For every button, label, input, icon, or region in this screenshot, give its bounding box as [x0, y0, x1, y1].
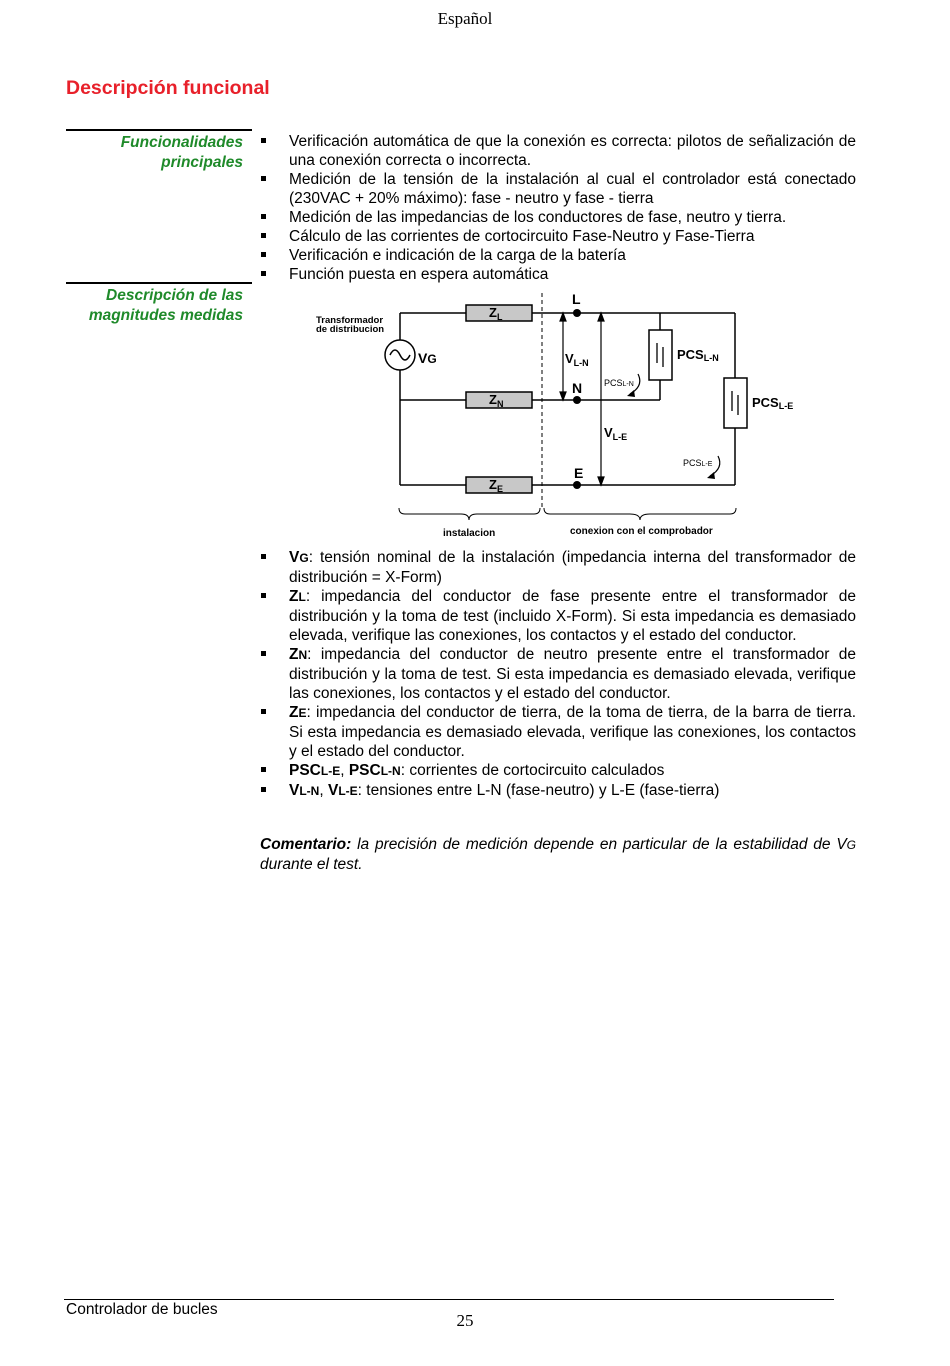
diagram-label-transformer-2: de distribucion	[316, 324, 385, 335]
symbol-v-ln: V	[289, 782, 300, 799]
symbol-psc-le: PSC	[289, 762, 321, 779]
magnitudes-list	[260, 548, 856, 801]
magnitude-psc-text: : corrientes de cortocircuito calculados	[400, 762, 665, 779]
symbol-separator: ,	[319, 782, 328, 799]
side-label-functions	[66, 129, 252, 173]
functions-list	[260, 132, 856, 284]
diagram-label-vg-sub: G	[427, 352, 437, 366]
list-item	[260, 587, 856, 645]
symbol-ze-sub: E	[298, 706, 307, 720]
magnitude-ze-text: : impedancia del conductor de tierra, de la toma de tierra, de la barra de tierra. Si esta impedancia es demasiado elevada, verifique las conexiones, los contactos y el estado del conductor.	[289, 704, 856, 760]
diagram-node-l: L	[572, 291, 581, 307]
side-label-functions-line2: principales	[161, 154, 243, 171]
symbol-v-le-sub: L-E	[338, 784, 358, 798]
svg-text:VG	[418, 350, 437, 366]
list-item: Verificación e indicación de la carga de la batería	[260, 246, 856, 265]
diagram-label-zn-sub: N	[496, 399, 504, 409]
list-item	[260, 761, 856, 781]
symbol-zl: Z	[289, 588, 299, 605]
comment-text: la precisión de medición depende en particular de la estabilidad de	[351, 836, 837, 853]
list-item	[260, 703, 856, 761]
svg-text:PCSL-E	[683, 458, 713, 468]
diagram-label-zn: Z	[489, 392, 497, 407]
comment-label: Comentario:	[260, 836, 352, 853]
svg-text:VL-N	[565, 351, 589, 368]
symbol-vg-sub: G	[299, 551, 309, 565]
diagram-label-pcs-ln: PCS	[677, 347, 704, 362]
diagram-label-pcs-ln-sub: L-N	[703, 353, 719, 363]
diagram-label-zl-sub: L	[496, 312, 503, 322]
comment-paragraph	[260, 835, 856, 874]
side-label-magnitudes-line2: magnitudes medidas	[88, 307, 243, 324]
symbol-zl-sub: L	[298, 590, 306, 604]
diagram-label-zl: Z	[489, 305, 497, 320]
side-label-functions-line1: Funcionalidades	[120, 134, 243, 151]
list-item: Medición de la tensión de la instalación al cual el controlador está conectado (230VAC + 20% máximo): fase - neutro y fase - tierra	[260, 170, 856, 208]
diagram-label-vle: V	[604, 425, 613, 440]
comment-symbol: V	[836, 836, 847, 853]
side-label-magnitudes	[66, 282, 252, 326]
comment-symbol-sub: G	[846, 838, 856, 852]
list-item	[260, 548, 856, 587]
magnitude-v-text: : tensiones entre L-N (fase-neutro) y L-E (fase-tierra)	[357, 782, 720, 799]
symbol-psc-ln-sub: L-N	[380, 764, 401, 778]
symbol-v-ln-sub: L-N	[299, 784, 320, 798]
diagram-label-pcs-le-sub: L-E	[778, 401, 794, 411]
magnitude-zl-text: : impedancia del conductor de fase presente entre el transformador de distribución y la toma de test (incluido X-Form). Si esta impedancia es demasiado elevada, verifique las conexiones, los contactos y el estado del conductor.	[289, 588, 856, 644]
symbol-vg: V	[289, 549, 300, 566]
symbol-ze: Z	[289, 704, 299, 721]
svg-text:PCSL-N	[677, 347, 719, 363]
diagram-label-pcs-le-small-sub: L-E	[701, 461, 713, 468]
circuit-diagram	[300, 288, 820, 543]
diagram-label-ze-sub: E	[496, 484, 503, 494]
diagram-label-pcs-ln-small: PCS	[604, 378, 623, 388]
diagram-label-vle-sub: L-E	[612, 432, 628, 442]
diagram-label-vg: V	[418, 350, 428, 366]
footer-divider	[64, 1299, 834, 1300]
list-item: Función puesta en espera automática	[260, 265, 856, 284]
symbol-zn-sub: N	[298, 648, 308, 662]
symbol-psc-ln: PSC	[348, 762, 381, 779]
diagram-label-pcs-le: PCS	[752, 395, 779, 410]
side-label-magnitudes-line1: Descripción de las	[106, 287, 243, 304]
section-title: Descripción funcional	[66, 77, 270, 99]
symbol-v-le: V	[327, 782, 339, 799]
list-item: Cálculo de las corrientes de cortocircuito Fase-Neutro y Fase-Tierra	[260, 227, 856, 246]
list-item: Verificación automática de que la conexión es correcta: pilotos de señalización de una conexión correcta o incorrecta.	[260, 132, 856, 170]
list-item: Medición de las impedancias de los conductores de fase, neutro y tierra.	[260, 208, 856, 227]
diagram-label-vln-sub: L-N	[573, 358, 589, 368]
list-item	[260, 781, 856, 801]
symbol-separator: ,	[340, 762, 349, 779]
page-number: 25	[456, 1311, 474, 1330]
symbol-zn: Z	[289, 646, 299, 663]
diagram-label-transformer: Transformador	[316, 315, 384, 326]
magnitude-vg-text: : tensión nominal de la instalación (impedancia interna del transformador de distribución = X-Form)	[289, 549, 856, 586]
footer-title: Controlador de bucles	[66, 1301, 218, 1318]
comment-end: durante el test.	[260, 856, 363, 873]
diagram-label-vln: V	[565, 351, 574, 366]
diagram-node-e: E	[574, 465, 584, 481]
symbol-psc-le-sub: L-E	[320, 764, 341, 778]
magnitude-zn-text: : impedancia del conductor de neutro presente entre el transformador de distribución y la toma de test. Si esta impedancia es demasiado elevada, verifique las conexiones, los contactos y el estado del conductor.	[289, 646, 856, 702]
list-item	[260, 645, 856, 703]
diagram-label-instalacion: instalacion	[443, 528, 496, 539]
svg-text:PCSL-E	[752, 395, 793, 411]
diagram-node-n: N	[572, 380, 583, 396]
diagram-label-pcs-ln-small-sub: L-N	[622, 381, 634, 388]
diagram-label-pcs-le-small: PCS	[683, 458, 702, 468]
svg-text:PCSL-N	[604, 378, 634, 388]
svg-text:VL-E	[604, 425, 627, 442]
diagram-label-ze: Z	[489, 477, 497, 492]
diagram-label-conexion: conexion con el comprobador	[570, 526, 713, 537]
page-header-language: Español	[437, 9, 493, 28]
